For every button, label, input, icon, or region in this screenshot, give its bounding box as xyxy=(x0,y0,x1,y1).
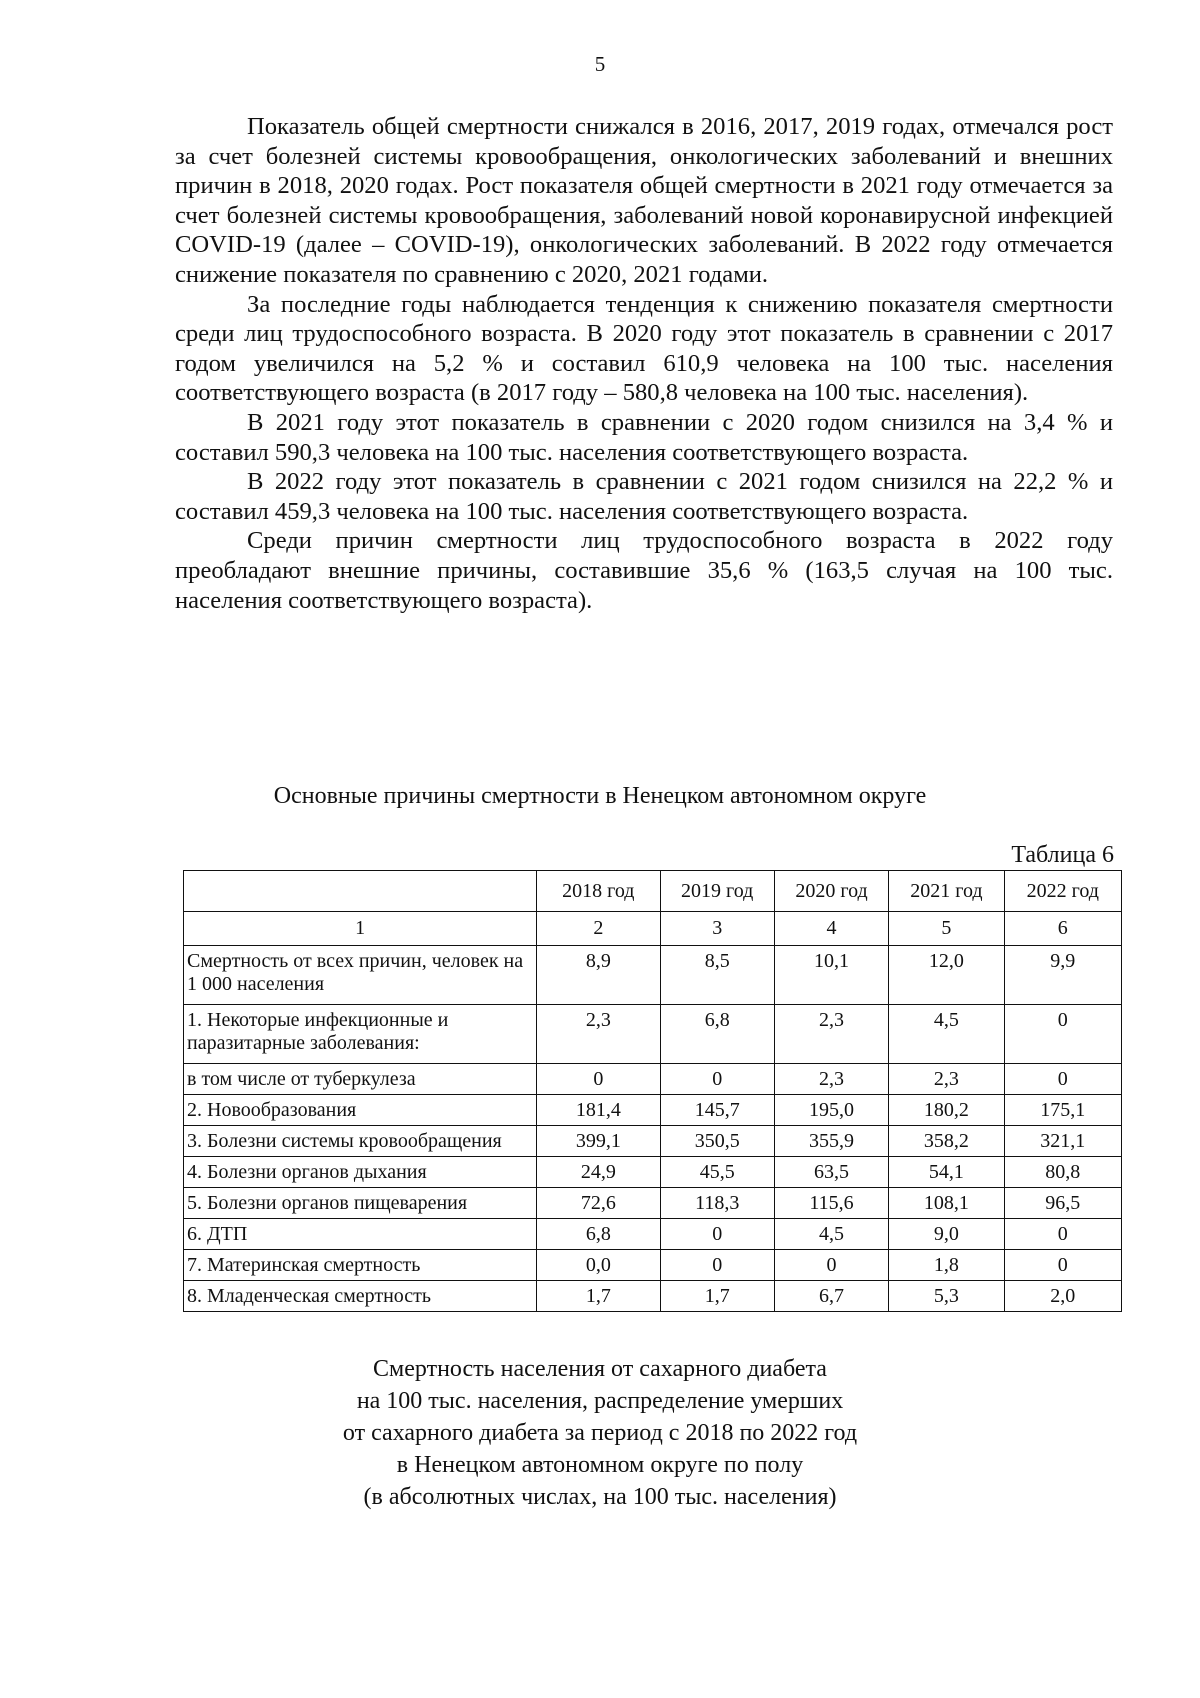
value-cell: 6,7 xyxy=(774,1281,888,1312)
value-cell: 96,5 xyxy=(1004,1188,1121,1219)
header-cell: 2021 год xyxy=(889,871,1004,912)
title-line: в Ненецком автономном округе по полу xyxy=(396,1452,804,1478)
value-cell: 195,0 xyxy=(774,1095,888,1126)
table-row xyxy=(184,1005,1122,1064)
row-label: 7. Материнская смертность xyxy=(184,1250,537,1281)
header-cell: 2019 год xyxy=(660,871,774,912)
table-label: Таблица 6 xyxy=(1011,842,1114,868)
title-line: от сахарного диабета за период с 2018 по 2022 год xyxy=(342,1420,858,1446)
index-cell: 4 xyxy=(774,912,888,946)
table-row xyxy=(184,1188,1122,1219)
value-cell: 108,1 xyxy=(889,1188,1004,1219)
value-cell: 2,3 xyxy=(774,1005,888,1064)
page-number: 5 xyxy=(594,52,606,76)
value-cell: 1,8 xyxy=(889,1250,1004,1281)
table-row xyxy=(184,946,1122,1005)
table-row xyxy=(184,1219,1122,1250)
value-cell: 0 xyxy=(1004,1219,1121,1250)
value-cell: 6,8 xyxy=(537,1219,660,1250)
value-cell: 10,1 xyxy=(774,946,888,1005)
value-cell: 45,5 xyxy=(660,1157,774,1188)
row-label: 2. Новообразования xyxy=(184,1095,537,1126)
table-row xyxy=(184,1250,1122,1281)
value-cell: 355,9 xyxy=(774,1126,888,1157)
section-title: Основные причины смертности в Ненецком автономном округе xyxy=(273,783,927,809)
index-cell: 5 xyxy=(889,912,1004,946)
row-label: 5. Болезни органов пищеварения xyxy=(184,1188,537,1219)
value-cell: 12,0 xyxy=(889,946,1004,1005)
header-cell xyxy=(184,871,537,912)
value-cell: 24,9 xyxy=(537,1157,660,1188)
value-cell: 0 xyxy=(660,1219,774,1250)
value-cell: 0 xyxy=(774,1250,888,1281)
row-label: в том числе от туберкулеза xyxy=(184,1064,537,1095)
value-cell: 1,7 xyxy=(660,1281,774,1312)
value-cell: 0 xyxy=(660,1250,774,1281)
value-cell: 1,7 xyxy=(537,1281,660,1312)
value-cell: 5,3 xyxy=(889,1281,1004,1312)
value-cell: 9,0 xyxy=(889,1219,1004,1250)
value-cell: 0 xyxy=(1004,1005,1121,1064)
value-cell: 0 xyxy=(1004,1064,1121,1095)
value-cell: 2,3 xyxy=(537,1005,660,1064)
row-label: 4. Болезни органов дыхания xyxy=(184,1157,537,1188)
value-cell: 9,9 xyxy=(1004,946,1121,1005)
index-cell: 2 xyxy=(537,912,660,946)
table-row xyxy=(184,1095,1122,1126)
value-cell: 4,5 xyxy=(774,1219,888,1250)
table-header-row xyxy=(184,871,1122,912)
header-cell: 2022 год xyxy=(1004,871,1121,912)
value-cell: 0,0 xyxy=(537,1250,660,1281)
header-cell: 2018 год xyxy=(537,871,660,912)
row-label: Смертность от всех причин, человек на 1 000 населения xyxy=(184,946,537,1005)
title-line: Смертность населения от сахарного диабета xyxy=(373,1356,827,1382)
table-row xyxy=(184,1126,1122,1157)
paragraph-2022: В 2022 году этот показатель в сравнении с 2021 годом снизился на 22,2 % и составил 459,3 человека на 100 тыс. населения соответствующего возраста. xyxy=(175,468,1113,525)
value-cell: 118,3 xyxy=(660,1188,774,1219)
value-cell: 145,7 xyxy=(660,1095,774,1126)
value-cell: 8,9 xyxy=(537,946,660,1005)
title-line: (в абсолютных числах, на 100 тыс. населения) xyxy=(363,1484,837,1510)
header-cell: 2020 год xyxy=(774,871,888,912)
index-cell: 3 xyxy=(660,912,774,946)
value-cell: 115,6 xyxy=(774,1188,888,1219)
value-cell: 175,1 xyxy=(1004,1095,1121,1126)
value-cell: 181,4 xyxy=(537,1095,660,1126)
index-cell: 6 xyxy=(1004,912,1121,946)
value-cell: 358,2 xyxy=(889,1126,1004,1157)
value-cell: 0 xyxy=(1004,1250,1121,1281)
paragraph-working-age-trend: За последние годы наблюдается тенденция к снижению показателя смертности среди лиц трудоспособного возраста. В 2020 году этот показатель в сравнении с 2017 годом увеличился на 5,2 % и составил 610,9 человека на 100 тыс. населения соответствующего возраста (в 2017 году – 580,8 человека на 100 тыс. населения). xyxy=(175,290,1113,407)
value-cell: 2,0 xyxy=(1004,1281,1121,1312)
row-label: 1. Некоторые инфекционные и паразитарные заболевания: xyxy=(184,1005,537,1064)
value-cell: 0 xyxy=(660,1064,774,1095)
value-cell: 6,8 xyxy=(660,1005,774,1064)
row-label: 3. Болезни системы кровообращения xyxy=(184,1126,537,1157)
paragraph-2021: В 2021 году этот показатель в сравнении с 2020 годом снизился на 3,4 % и составил 590,3 человека на 100 тыс. населения соответствующего возраста. xyxy=(175,408,1113,466)
table-row xyxy=(184,1281,1122,1312)
value-cell: 321,1 xyxy=(1004,1126,1121,1157)
value-cell: 80,8 xyxy=(1004,1157,1121,1188)
value-cell: 399,1 xyxy=(537,1126,660,1157)
value-cell: 180,2 xyxy=(889,1095,1004,1126)
index-cell: 1 xyxy=(184,912,537,946)
diabetes-section-title xyxy=(0,1353,1200,1513)
table-index-row xyxy=(184,912,1122,946)
value-cell: 350,5 xyxy=(660,1126,774,1157)
table-row xyxy=(184,1157,1122,1188)
row-label: 8. Младенческая смертность xyxy=(184,1281,537,1312)
body-text xyxy=(175,112,1113,615)
title-line: на 100 тыс. населения, распределение умерших xyxy=(356,1388,844,1414)
value-cell: 63,5 xyxy=(774,1157,888,1188)
value-cell: 4,5 xyxy=(889,1005,1004,1064)
table-row xyxy=(184,1064,1122,1095)
paragraph-general-mortality: Показатель общей смертности снижался в 2016, 2017, 2019 годах, отмечался рост за счет болезней системы кровообращения, онкологических заболеваний и внешних причин в 2018, 2020 годах. Рост показателя общей смертности в 2021 году отмечается за счет болезней системы кровообращения, заболеваний новой коронавирусной инфекцией COVID-19 (далее – COVID-19), онкологических заболеваний. В 2022 году отмечается снижение показателя по сравнению с 2020, 2021 годами. xyxy=(175,113,1113,288)
value-cell: 54,1 xyxy=(889,1157,1004,1188)
mortality-table xyxy=(183,870,1122,1312)
value-cell: 2,3 xyxy=(889,1064,1004,1095)
row-label: 6. ДТП xyxy=(184,1219,537,1250)
value-cell: 0 xyxy=(537,1064,660,1095)
value-cell: 2,3 xyxy=(774,1064,888,1095)
paragraph-causes: Среди причин смертности лиц трудоспособного возраста в 2022 году преобладают внешние причины, составившие 35,6 % (163,5 случая на 100 тыс. населения соответствующего возраста). xyxy=(175,527,1113,614)
value-cell: 72,6 xyxy=(537,1188,660,1219)
value-cell: 8,5 xyxy=(660,946,774,1005)
